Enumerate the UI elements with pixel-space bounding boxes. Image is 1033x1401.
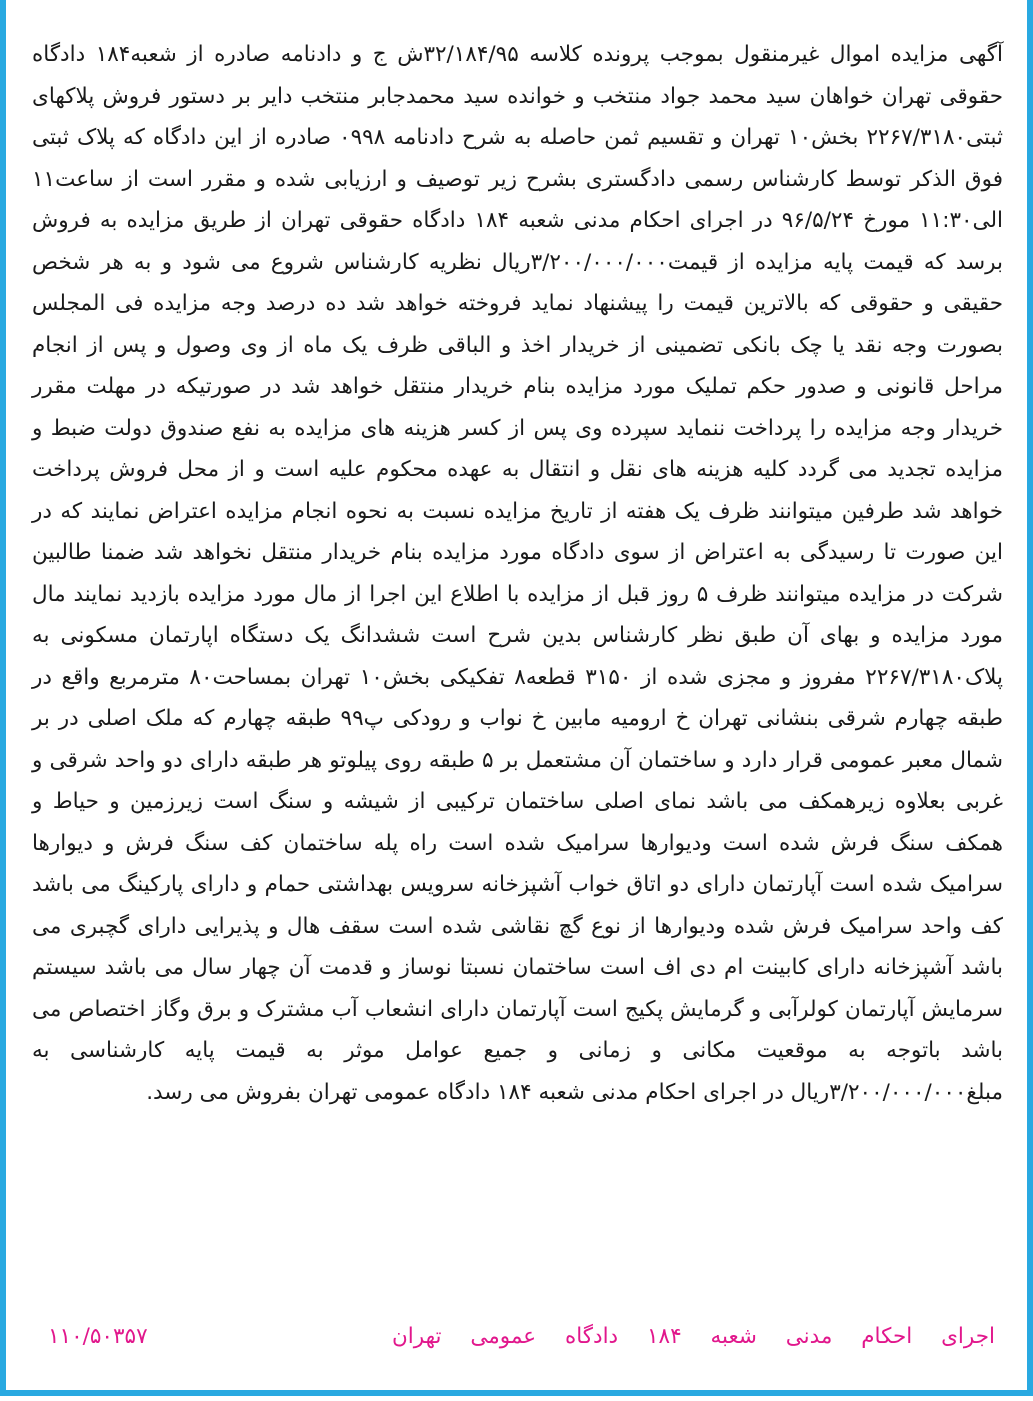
notice-code: ۱۱۰/۵۰۳۵۷ bbox=[48, 1324, 148, 1349]
notice-footer bbox=[32, 1318, 1003, 1358]
issuer-name: اجرای احکام مدنی شعبه ۱۸۴ دادگاه عمومی تهران bbox=[391, 1324, 995, 1349]
notice-body: آگهی مزایده اموال غیرمنقول بموجب پرونده کلاسه ۳۲/۱۸۴/۹۵ش ج و دادنامه صادره از شعبه۱۸۴ دادگاه حقوقی تهران خواهان سید محمد جواد منتخب و خوانده سید محمدجابر منتخب دایر بر دستور فروش پلاکهای ثبتی۲۲۶۷/۳۱۸۰ بخش۱۰ تهران و تقسیم ثمن حاصله به شرح دادنامه ۰۹۹۸ صادره از این دادگاه که پلاک ثبتی فوق الذکر توسط کارشناس رسمی دادگستری بشرح زیر توصیف و ارزیابی شده و مقرر است از ساعت۱۱ الی۱۱:۳۰ مورخ ۹۶/۵/۲۴ در اجرای احکام مدنی شعبه ۱۸۴ دادگاه حقوقی تهران از طریق مزایده به فروش برسد که قیمت پایه مزایده از قیمت۳/۲۰۰/۰۰۰/۰۰۰ریال نظریه کارشناس شروع می شود و به هر شخص حقیقی و حقوقی که بالاترین قیمت را پیشنهاد نماید فروخته خواهد شد ده درصد وجه مزایده فی المجلس بصورت وجه نقد یا چک بانکی تضمینی از خریدار اخذ و الباقی ظرف یک ماه از وی وصول و پس از انجام مراحل قانونی و صدور حکم تملیک مورد مزایده بنام خریدار منتقل خواهد شد در صورتیکه در مهلت مقرر خریدار وجه مزایده را پرداخت ننماید سپرده وی پس از کسر هزینه های مزایده به نفع صندوق دولت ضبط و مزایده تجدید می گردد کلیه هزینه های نقل و انتقال به عهده محکوم علیه است و از محل فروش پرداخت خواهد شد طرفین میتوانند ظرف یک هفته از تاریخ مزایده نسبت به نحوه انجام مزایده اعتراض نمایند که در این صورت تا رسیدگی به اعتراض از سوی دادگاه مورد مزایده بنام خریدار منتقل نخواهد شد ضمنا طالبین شرکت در مزایده میتوانند ظرف ۵ روز قبل از مزایده با اطلاع این اجرا از مال مورد مزایده بازدید نمایند مال مورد مزایده و بهای آن طبق نظر کارشناس بدین شرح است ششدانگ یک دستگاه اپارتمان مسکونی به پلاک۲۲۶۷/۳۱۸۰ مفروز و مجزی شده از ۳۱۵۰ قطعه۸ تفکیکی بخش۱۰ تهران بمساحت۸۰ مترمربع واقع در طبقه چهارم شرقی بنشانی تهران خ ارومیه مابین خ نواب و رودکی پ۹۹ طبقه چهارم که ملک اصلی در بر شمال معبر عمومی قرار دارد و ساختمان آن مشتعمل بر ۵ طبقه روی پیلوتو هر طبقه دارای دو واحد شرقی و غربی بعلاوه زیرهمکف می باشد نمای اصلی ساختمان ترکیبی از شیشه و سنگ است زیرزمین و حیاط و همکف سنگ فرش شده است ودیوارها سرامیک شده است راه پله ساختمان کف سنگ فرش و دیوارها سرامیک شده است آپارتمان دارای دو اتاق خواب آشپزخانه سرویس بهداشتی حمام و دارای پارکینگ می باشد کف واحد سرامیک فرش شده ودیوارها از نوع گچ نقاشی شده است سقف هال و پذیرایی دارای گچبری می باشد آشپزخانه دارای کابینت ام دی اف است ساختمان نسبتا نوساز و قدمت آن چهار سال می باشد سیستم سرمایش آپارتمان کولرآبی و گرمایش پکیج است آپارتمان دارای انشعاب آب مشترک و برق وگاز اختصاص می باشد باتوجه به موقعیت مکانی و زمانی و جمیع عوامل موثر به قیمت پایه کارشناسی به مبلغ۳/۲۰۰/۰۰۰/۰۰۰ریال در اجرای احکام مدنی شعبه ۱۸۴ دادگاه عمومی تهران بفروش می رسد. bbox=[32, 42, 1004, 1105]
